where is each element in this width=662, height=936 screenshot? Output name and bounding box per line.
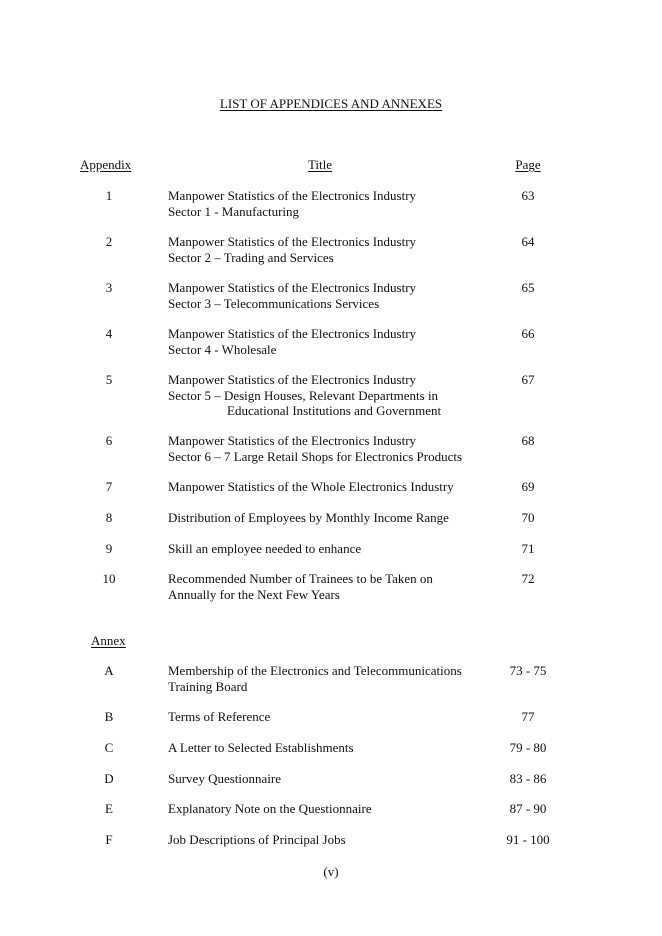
annex-letter: A <box>104 663 114 678</box>
appendix-title-line: Sector 6 – 7 Large Retail Shops for Electronics Products <box>168 448 463 464</box>
appendix-page: 65 <box>521 280 535 295</box>
appendix-title <box>168 571 488 602</box>
appendix-title <box>168 326 488 357</box>
appendix-title-line: Manpower Statistics of the Electronics Industry <box>168 280 417 295</box>
page-column-header: Page <box>515 157 541 172</box>
appendix-title-line: Sector 1 - Manufacturing <box>168 203 300 219</box>
appendix-page: 72 <box>521 571 535 586</box>
appendix-number: 3 <box>105 280 113 295</box>
annex-page: 91 - 100 <box>506 832 550 847</box>
appendix-title <box>168 510 488 526</box>
annex-page: 79 - 80 <box>509 740 547 755</box>
appendix-title-line: Educational Institutions and Government <box>227 403 442 418</box>
appendix-page: 67 <box>521 372 535 387</box>
appendix-number: 8 <box>105 510 113 525</box>
annex-title <box>168 709 488 725</box>
appendix-title-line: Skill an employee needed to enhance <box>168 541 362 556</box>
appendix-number: 4 <box>105 326 113 341</box>
annex-title-line: A Letter to Selected Establishments <box>168 740 354 755</box>
annex-title-line: Training Board <box>168 678 248 694</box>
appendix-title-line: Manpower Statistics of the Electronics Industry <box>168 372 417 387</box>
appendix-title <box>168 372 488 419</box>
appendix-number: 1 <box>105 188 113 203</box>
appendix-title-line: Sector 5 – Design Houses, Relevant Departments in <box>168 387 439 403</box>
annex-title-line: Job Descriptions of Principal Jobs <box>168 832 346 847</box>
annex-title <box>168 740 488 756</box>
annex-title <box>168 832 488 848</box>
appendix-page: 68 <box>521 433 535 448</box>
appendix-title <box>168 188 488 219</box>
annex-page: 83 - 86 <box>509 771 547 786</box>
annex-title-line: Explanatory Note on the Questionnaire <box>168 801 372 816</box>
annex-letter: C <box>104 740 114 755</box>
annex-letter: F <box>105 832 113 847</box>
appendix-title <box>168 479 488 495</box>
appendix-title-line: Sector 4 - Wholesale <box>168 341 277 357</box>
appendix-number: 2 <box>105 234 113 249</box>
annex-letter: D <box>104 771 114 786</box>
appendix-title-line: Annually for the Next Few Years <box>168 586 340 602</box>
page-number: (v) <box>323 864 339 879</box>
appendix-title <box>168 234 488 265</box>
annex-page: 73 - 75 <box>509 663 547 678</box>
annex-title <box>168 771 488 787</box>
appendix-page: 66 <box>521 326 535 341</box>
annex-title <box>168 801 488 817</box>
annex-letter: B <box>104 709 114 724</box>
appendix-title-line: Recommended Number of Trainees to be Taken on <box>168 571 433 586</box>
page-title <box>0 96 662 112</box>
appendix-title-line: Sector 2 – Trading and Services <box>168 249 334 265</box>
appendix-number: 5 <box>105 372 113 387</box>
appendix-title-line: Manpower Statistics of the Electronics Industry <box>168 188 417 203</box>
page-title-text: LIST OF APPENDICES AND ANNEXES <box>219 96 443 111</box>
appendix-number: 9 <box>105 541 113 556</box>
appendix-title <box>168 541 488 557</box>
annex-title-line: Survey Questionnaire <box>168 771 282 786</box>
annex-section-header: Annex <box>91 633 126 648</box>
annex-letter: E <box>105 801 113 816</box>
annex-title <box>168 663 488 694</box>
appendix-page: 69 <box>521 479 535 494</box>
annex-page: 77 <box>521 709 535 724</box>
appendix-number: 6 <box>105 433 113 448</box>
appendix-page: 63 <box>521 188 535 203</box>
appendix-title-line: Distribution of Employees by Monthly Income Range <box>168 510 449 525</box>
appendix-page: 71 <box>521 541 535 556</box>
appendix-title-line: Manpower Statistics of the Electronics Industry <box>168 326 417 341</box>
appendix-title-line: Manpower Statistics of the Electronics Industry <box>168 234 417 249</box>
appendix-page: 70 <box>521 510 535 525</box>
appendix-page: 64 <box>521 234 535 249</box>
appendix-title-line: Sector 3 – Telecommunications Services <box>168 295 380 311</box>
annex-page: 87 - 90 <box>509 801 547 816</box>
appendix-title <box>168 280 488 311</box>
appendix-number: 7 <box>105 479 113 494</box>
annex-title-line: Terms of Reference <box>168 709 271 724</box>
appendix-title-line: Manpower Statistics of the Electronics Industry <box>168 433 417 448</box>
appendix-column-header: Appendix <box>80 157 132 172</box>
appendix-number: 10 <box>102 571 116 586</box>
title-column-header-text: Title <box>307 157 333 172</box>
appendix-title <box>168 433 488 464</box>
annex-title-line: Membership of the Electronics and Telecommunications <box>168 663 462 678</box>
appendix-title-line: Manpower Statistics of the Whole Electronics Industry <box>168 479 454 494</box>
